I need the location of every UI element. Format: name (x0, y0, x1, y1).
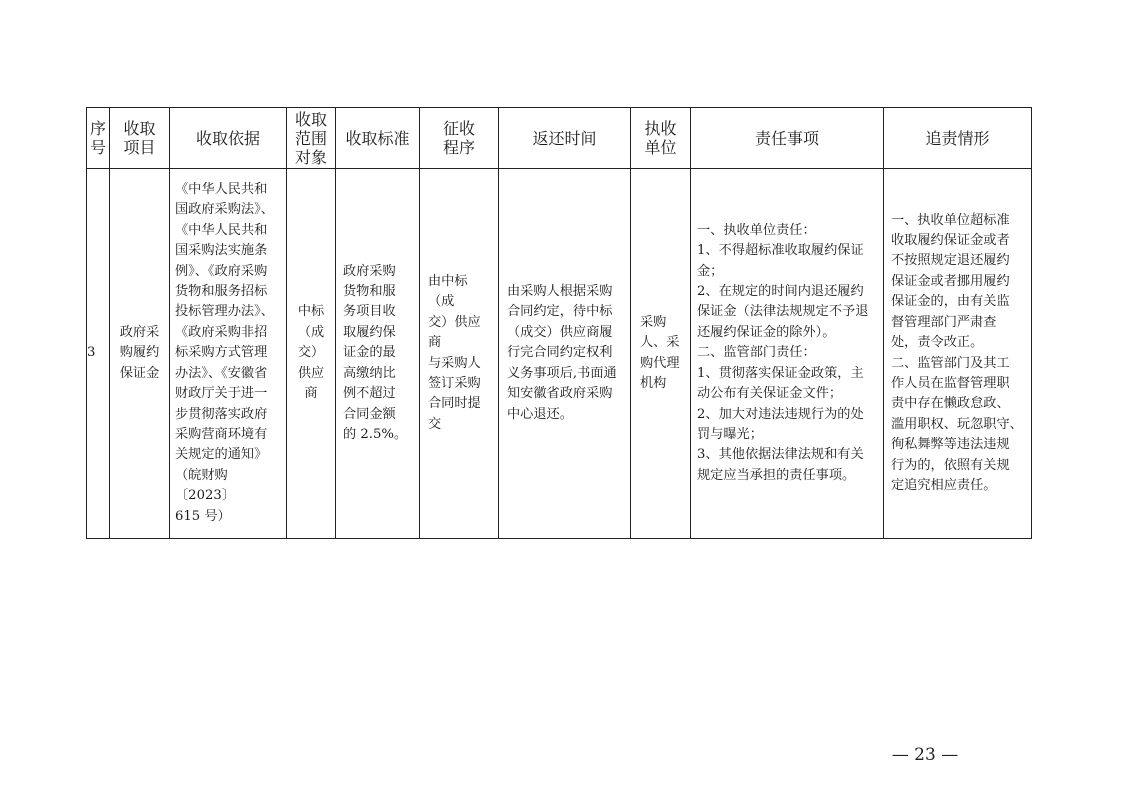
text-line: 范围 (294, 128, 327, 148)
text-line: 财政厅关于进一 (175, 386, 268, 402)
text-line: 《中华人民共和 (175, 222, 268, 238)
cell-item (110, 169, 170, 539)
text-line: 号 (89, 138, 106, 157)
text-line: 金； (697, 263, 724, 279)
text-line: 收取履约保证金或者 (891, 233, 1010, 249)
text-line: 例》、《政府采购 (175, 263, 268, 279)
text-line: 行完合同约定权利 (507, 345, 613, 361)
text-line: 人、采 (640, 335, 680, 351)
text-line: 作人员在监督管理职 (891, 375, 1010, 391)
page-number: — 23 — (891, 745, 959, 765)
text-line: 责中存在懒政怠政、 (891, 396, 1010, 412)
text-line: 步贯彻落实政府 (175, 406, 268, 422)
text-line: 一、执收单位责任： (697, 222, 816, 238)
text-line: 徇私舞弊等违法违规 (891, 437, 1010, 453)
text-line: 购履约 (119, 345, 160, 361)
text-line: 国政府采购法》、 (175, 202, 274, 218)
text-line: 关规定的通知》 (175, 447, 268, 463)
text-line: 知安徽省政府采购 (507, 386, 613, 402)
header-unit (631, 108, 691, 169)
text-line: 收取 (294, 109, 327, 129)
text-line: 务项目收 (343, 304, 396, 320)
text-line: 采购营商环境有 (175, 426, 268, 442)
cell-return-time (499, 169, 631, 539)
text-line: 项目 (123, 138, 156, 157)
header-row (87, 108, 1032, 169)
cell-accountability (884, 169, 1032, 539)
header-accountability: 追责情形 (884, 108, 1032, 169)
text-line: 二、监管部门及其工 (891, 355, 1010, 371)
header-item (110, 108, 170, 169)
text-line: 签订采购 (428, 375, 481, 391)
cell-scope (287, 169, 336, 539)
text-line: 不按照规定退还履约 (891, 253, 1010, 269)
text-line: 2、加大对违法违规行为的处 (697, 406, 864, 422)
text-line: 政府采购 (343, 263, 396, 279)
text-line: 《中华人民共和 (175, 182, 268, 198)
header-scope (287, 108, 336, 169)
text-line: （成 (297, 324, 325, 340)
text-line: 与采购人 (428, 355, 481, 371)
text-line: 中心退还。 (507, 406, 573, 422)
text-line: 货物和服务招标 (175, 284, 268, 300)
text-line: 3、其他依据法律法规和有关 (697, 447, 864, 463)
text-line: 序 (89, 119, 106, 138)
text-line: 执收 (644, 119, 677, 138)
text-line: 购代理 (640, 355, 680, 371)
text-line: 政府采 (119, 324, 160, 340)
text-line: 由采购人根据采购 (507, 284, 613, 300)
text-line: 1、不得超标准收取履约保证 (697, 243, 864, 259)
text-line: 交） (297, 345, 325, 361)
text-line: 处，责令改正。 (891, 335, 984, 351)
text-line: 国采购法实施条 (175, 243, 268, 259)
text-line: 保证金（法律法规规定不予退 (697, 304, 869, 320)
text-line: 滥用职权、玩忽职守、 (891, 416, 1023, 432)
cell-seq: 3 (87, 169, 110, 539)
text-line: 采购 (640, 314, 667, 330)
text-line: 二、监管部门责任： (697, 345, 816, 361)
text-line: 例不超过 (343, 386, 396, 402)
text-line: 由中标（成 (428, 273, 468, 310)
text-line: 交 (428, 416, 442, 432)
text-line: 保证金 (119, 365, 160, 381)
text-line: 货物和服 (343, 284, 396, 300)
header-responsibility: 责任事项 (691, 108, 884, 169)
fee-table (86, 107, 1032, 539)
text-line: 收取 (123, 119, 156, 138)
text-line: 罚与曝光； (697, 426, 763, 442)
text-line: （皖财购〔2023〕 (175, 467, 235, 504)
text-line: 机构 (640, 375, 667, 391)
text-line: 一、执收单位超标准 (891, 212, 1010, 228)
text-line: 定追究相应责任。 (891, 477, 997, 493)
text-line: 对象 (294, 147, 327, 167)
text-line: 中标 (297, 304, 325, 320)
text-line: 行为的，依照有关规 (891, 457, 1010, 473)
text-line: 商 (304, 386, 318, 402)
cell-procedure (420, 169, 499, 539)
text-line: 《政府采购非招 (175, 324, 268, 340)
text-line: 保证金的，由有关监 (891, 294, 1010, 310)
text-line: 办法》、《安徽省 (175, 365, 268, 381)
text-line: 还履约保证金的除外）。 (697, 324, 836, 340)
text-line: 单位 (644, 138, 677, 157)
cell-basis (170, 169, 287, 539)
text-line: （成交）供应商履 (507, 324, 613, 340)
text-line: 规定应当承担的责任事项。 (697, 467, 856, 483)
header-seq (87, 108, 110, 169)
text-line: 高缴纳比 (343, 365, 396, 381)
text-line: 1、贯彻落实保证金政策，主 (697, 365, 864, 381)
cell-standard (336, 169, 420, 539)
header-procedure (420, 108, 499, 169)
text-line: 2、在规定的时间内退还履约 (697, 284, 864, 300)
text-line: 取履约保 (343, 324, 396, 340)
cell-responsibility (691, 169, 884, 539)
text-line: 督管理部门严肃查 (891, 314, 997, 330)
text-line: 交）供应商 (428, 314, 481, 351)
text-line: 动公布有关保证金文件； (697, 386, 843, 402)
text-line: 证金的最 (343, 345, 396, 361)
header-standard: 收取标准 (336, 108, 420, 169)
text-line: 保证金或者挪用履约 (891, 273, 1010, 289)
cell-unit (631, 169, 691, 539)
text-line: 合同金额 (343, 406, 396, 422)
text-line: 合同时提 (428, 396, 481, 412)
text-line: 合同约定，待中标 (507, 304, 613, 320)
text-line: 程序 (442, 138, 475, 157)
text-line: 投标管理办法》、 (175, 304, 274, 320)
text-line: 征收 (442, 119, 475, 138)
header-return-time: 返还时间 (499, 108, 631, 169)
text-line: 供应 (297, 365, 325, 381)
text-line: 的 2.5%。 (343, 426, 408, 442)
header-basis: 收取依据 (170, 108, 287, 169)
text-line: 615 号） (175, 508, 231, 524)
text-line: 义务事项后,书面通 (507, 365, 617, 381)
table-row (87, 169, 1032, 539)
text-line: 标采购方式管理 (175, 345, 268, 361)
